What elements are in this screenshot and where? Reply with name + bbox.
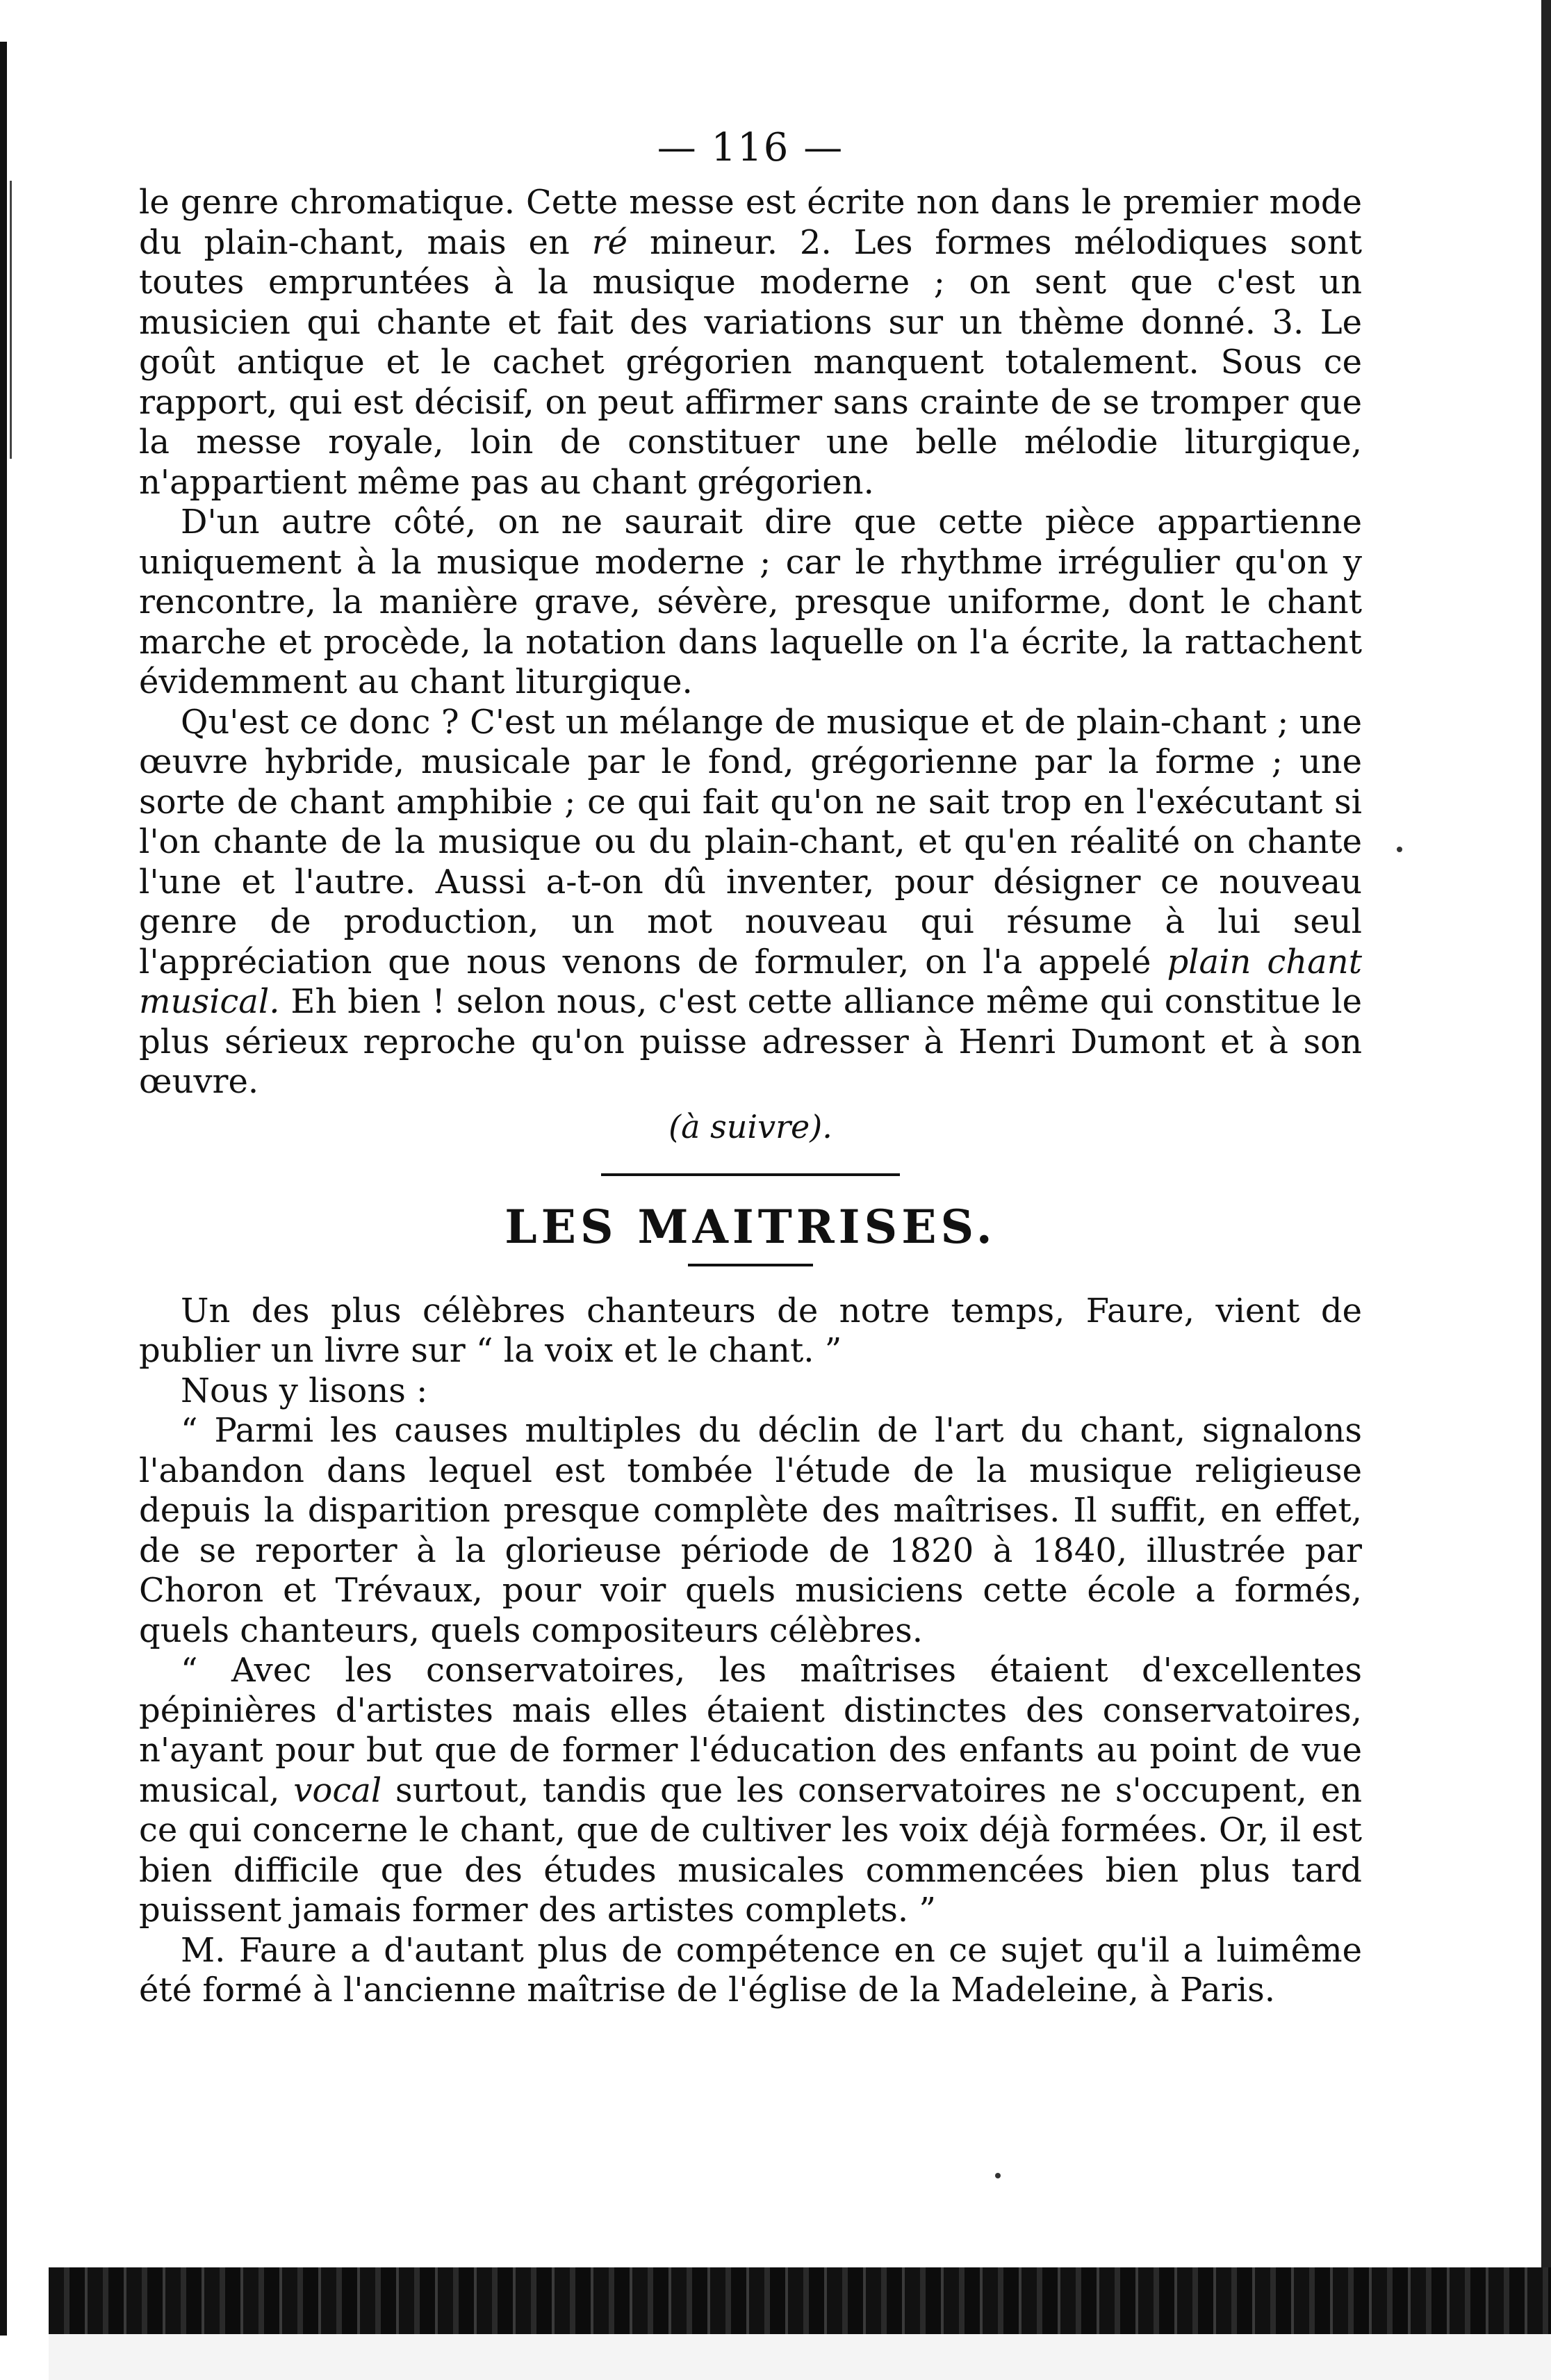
page-number: — 116 — (657, 125, 844, 170)
paragraph: le genre chromatique. Cette messe est écrite non dans le premier mode du plain-chant, mais en ré mineur. 2. Les formes mélodiques sont toutes empruntées à la musique moderne ; on sent que c'est un musicien qui chante et fait des variations sur un thème donné. 3. Le goût antique et le cachet grégorien manquent totalement. Sous ce rapport, qui est décisif, on peut affirmer sans crainte de se tromper que la messe royale, loin de constituer une belle mélodie liturgique, n'appartient même pas au chant grégorien. (139, 183, 1363, 502)
scan-left-edge (0, 42, 7, 2336)
paragraph: Nous y lisons : (181, 1371, 428, 1410)
scan-left-mark (10, 181, 12, 459)
paragraph: “ Parmi les causes multiples du déclin de l'art du chant, signalons l'abandon dans lequel est tombée l'étude de la musique religieuse depuis la disparition presque complète des maîtrises. Il suffit, en effet, de se reporter à la glorieuse période de 1820 à 1840, illustrée par Choron et Trévaux, pour voir quels musiciens cette école a formés, quels chanteurs, quels compositeurs célèbres. (139, 1411, 1362, 1650)
scan-bottom-edge (49, 2267, 1551, 2334)
section-title: LES MAITRISES. (504, 1199, 996, 1254)
paragraph: Qu'est ce donc ? C'est un mélange de musique et de plain-chant ; une œuvre hybride, musicale par le fond, grégorienne par la forme ; une sorte de chant amphibie ; ce qui fait qu'on ne sait trop en l'exécutant si l'on chante de la musique ou du plain-chant, et qu'en réalité on chante l'une et l'autre. Aussi a-t-on dû inventer, pour désigner ce nouveau genre de production, un mot nouveau qui résume à lui seul l'appréciation que nous venons de formuler, on l'a appelé plain chant musical. Eh bien ! selon nous, c'est cette alliance même qui constitue le plus sérieux reproche qu'on puisse adresser à Henri Dumont et à son œuvre. (139, 702, 1362, 1101)
to-be-continued: (à suivre). (668, 1107, 832, 1146)
section-divider-bottom (688, 1264, 813, 1266)
section-divider-top (601, 1173, 900, 1176)
paragraph: Un des plus célèbres chanteurs de notre temps, Faure, vient de publier un livre sur “ la voix et le chant. ” (139, 1291, 1362, 1370)
scan-bottom-margin (49, 2334, 1551, 2380)
emphasis: vocal (293, 1770, 382, 1810)
page-content (139, 125, 1362, 2011)
paragraph: M. Faure a d'autant plus de compétence en ce sujet qu'il a luimême été formé à l'ancienne maîtrise de l'église de la Madeleine, à Paris. (139, 1930, 1362, 2010)
scan-right-edge (1541, 0, 1551, 2380)
paragraph: “ Avec les conservatoires, les maîtrises étaient d'excellentes pépinières d'artistes mais elles étaient distinctes des conservatoires, n'ayant pour but que de former l'éducation des enfants au point de vue musical, vocal surtout, tandis que les conservatoires ne s'occupent, en ce qui concerne le chant, que de cultiver les voix déjà formées. Or, il est bien difficile que des études musicales commencées bien plus tard puissent jamais former des artistes complets. ” (139, 1651, 1362, 1930)
paragraph: D'un autre côté, on ne saurait dire que cette pièce appartienne uniquement à la musique moderne ; car le rhythme irrégulier qu'on y rencontre, la manière grave, sévère, presque uniforme, dont le chant marche et procède, la notation dans laquelle on l'a écrite, la rattachent évidemment au chant liturgique. (139, 503, 1362, 701)
emphasis: ré (591, 222, 628, 262)
scan-speck (995, 2173, 1001, 2178)
emphasis: plain chant musical. (139, 942, 1362, 1021)
scan-speck (1397, 847, 1402, 852)
